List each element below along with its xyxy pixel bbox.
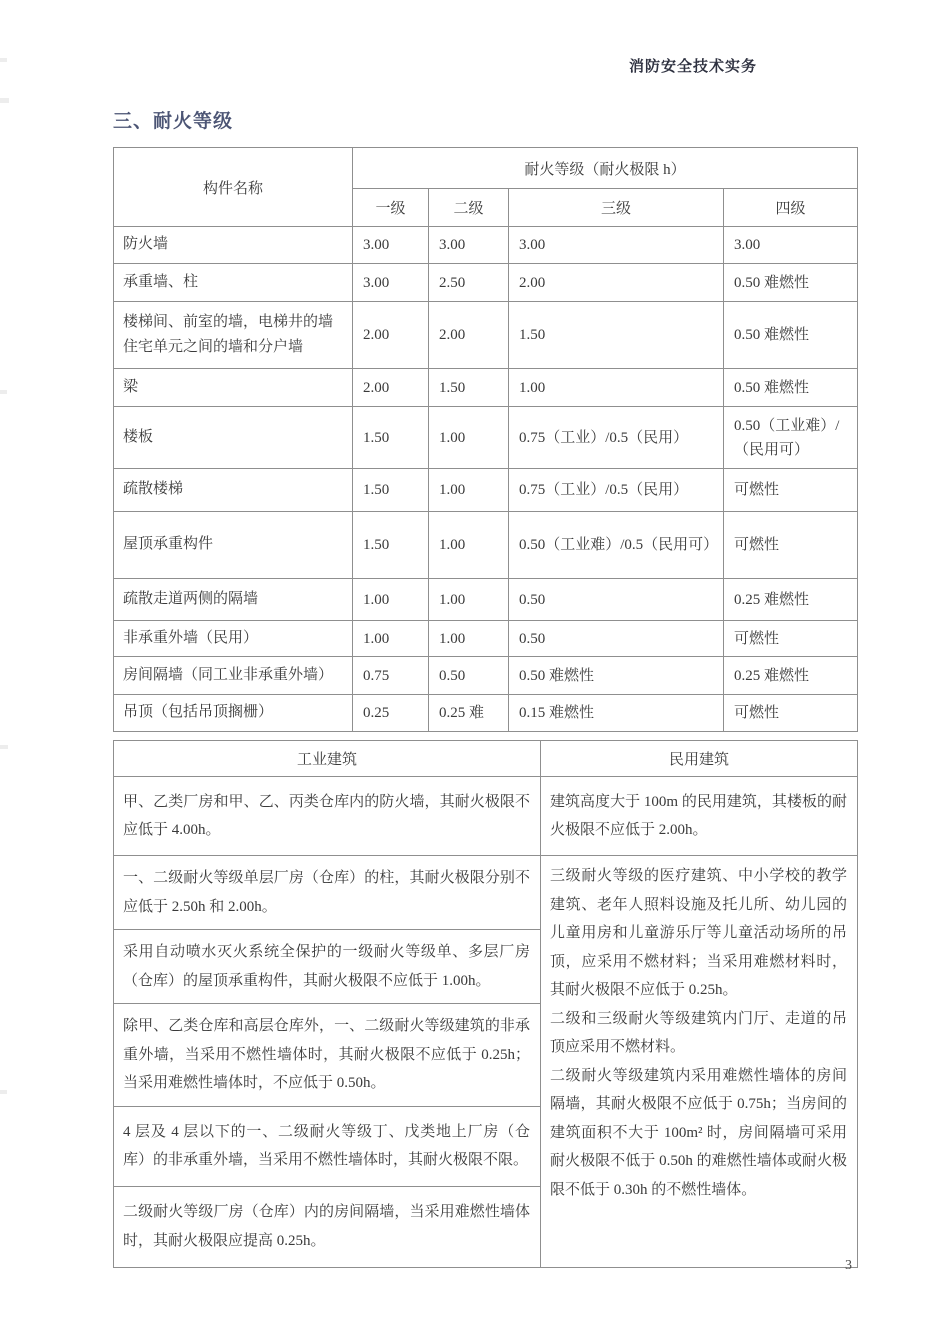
value-level-1: 3.00 [353,264,429,302]
value-level-1: 0.25 [353,695,429,732]
scan-artifact [0,390,7,394]
value-level-1: 1.50 [353,512,429,579]
value-level-2: 3.00 [429,227,509,264]
industrial-note: 4 层及 4 层以下的一、二级耐火等级丁、戊类地上厂房（仓库）的非承重外墙，当采用不燃性墙体时，其耐火极限不限。 [114,1106,541,1186]
component-name: 楼板 [114,407,353,469]
component-name: 房间隔墙（同工业非承重外墙） [114,657,353,695]
value-level-1: 2.00 [353,369,429,407]
value-level-4: 0.25 难燃性 [724,657,858,695]
scan-artifact [0,58,7,62]
col-header-civil: 民用建筑 [541,741,858,777]
value-level-2: 1.00 [429,469,509,512]
component-name: 疏散走道两侧的隔墙 [114,579,353,621]
value-level-2: 1.00 [429,512,509,579]
value-level-2: 2.00 [429,302,509,369]
industrial-note: 二级耐火等级厂房（仓库）内的房间隔墙，当采用难燃性墙体时，其耐火极限应提高 0.25h。 [114,1186,541,1267]
value-level-4: 0.50 难燃性 [724,264,858,302]
table-row [114,302,858,369]
civil-note-paragraph: 三级耐火等级的医疗建筑、中小学校的教学建筑、老年人照料设施及托儿所、幼儿园的儿童用房和儿童游乐厅等儿童活动场所的吊顶，应采用不燃材料；当采用难燃材料时，其耐火极限不应低于 0.25h。 [550,868,847,998]
fire-resistance-rating-table [113,147,858,732]
col-header-level-2: 二级 [429,189,509,227]
value-level-2: 1.00 [429,621,509,657]
component-name: 楼梯间、前室的墙，电梯井的墙住宅单元之间的墙和分户墙 [114,302,353,369]
component-name: 承重墙、柱 [114,264,353,302]
value-level-4: 0.50 难燃性 [724,302,858,369]
col-header-rating-group: 耐火等级（耐火极限 h） [353,148,858,189]
col-header-component-name: 构件名称 [114,148,353,227]
value-level-1: 0.75 [353,657,429,695]
value-level-2: 1.00 [429,407,509,469]
civil-note: 建筑高度大于 100m 的民用建筑，其楼板的耐火极限不应低于 2.00h。 [541,777,858,856]
value-level-1: 1.00 [353,579,429,621]
component-name: 吊顶（包括吊顶搁栅） [114,695,353,732]
industrial-note: 甲、乙类厂房和甲、乙、丙类仓库内的防火墙，其耐火极限不应低于 4.00h。 [114,777,541,856]
value-level-4: 可燃性 [724,469,858,512]
civil-note-paragraph: 二级和三级耐火等级建筑内门厅、走道的吊顶应采用不燃材料。 [550,1010,847,1055]
value-level-4: 可燃性 [724,695,858,732]
table-row [114,407,858,469]
component-name: 疏散楼梯 [114,469,353,512]
component-name: 防火墙 [114,227,353,264]
scan-artifact [0,745,8,749]
industrial-note: 采用自动喷水灭火系统全保护的一级耐火等级单、多层厂房（仓库）的屋顶承重构件，其耐火极限不应低于 1.00h。 [114,930,541,1004]
value-level-4: 可燃性 [724,512,858,579]
value-level-3: 0.75（工业）/0.5（民用） [509,469,724,512]
value-level-1: 1.50 [353,407,429,469]
table-row [114,369,858,407]
industrial-note: 除甲、乙类仓库和高层仓库外，一、二级耐火等级建筑的非承重外墙，当采用不燃性墙体时，其耐火极限不应低于 0.25h；当采用难燃性墙体时，不应低于 0.50h。 [114,1004,541,1107]
value-level-2: 1.50 [429,369,509,407]
table-row [114,579,858,621]
table-row [114,621,858,657]
value-level-2: 2.50 [429,264,509,302]
civil-note-paragraph: 二级耐火等级建筑内采用难燃性墙体的房间隔墙，其耐火极限不应低于 0.75h；当房间的建筑面积不大于 100m² 时，房间隔墙可采用耐火极限不低于 0.50h 的难燃性墙体或耐火极限不低于 0.30h 的不燃性墙体。 [550,1067,847,1198]
value-level-3: 1.50 [509,302,724,369]
col-header-level-4: 四级 [724,189,858,227]
value-level-3: 1.00 [509,369,724,407]
value-level-1: 2.00 [353,302,429,369]
value-level-1: 1.00 [353,621,429,657]
table-row [114,657,858,695]
col-header-level-1: 一级 [353,189,429,227]
value-level-3: 0.75（工业）/0.5（民用） [509,407,724,469]
value-level-2: 0.25 难 [429,695,509,732]
value-level-3: 0.50 难燃性 [509,657,724,695]
value-level-3: 3.00 [509,227,724,264]
component-name: 梁 [114,369,353,407]
value-level-2: 1.00 [429,579,509,621]
value-level-4: 0.50 难燃性 [724,369,858,407]
civil-note-group [541,856,858,1268]
page-number: 3 [845,1258,852,1273]
value-level-1: 3.00 [353,227,429,264]
table-row [114,695,858,732]
col-header-level-3: 三级 [509,189,724,227]
table-row [114,227,858,264]
value-level-4: 可燃性 [724,621,858,657]
scan-artifact [0,98,9,103]
value-level-3: 0.15 难燃性 [509,695,724,732]
value-level-2: 0.50 [429,657,509,695]
table-row [114,777,858,856]
value-level-4: 0.25 难燃性 [724,579,858,621]
table-row [114,264,858,302]
col-header-industrial: 工业建筑 [114,741,541,777]
value-level-3: 0.50 [509,621,724,657]
page-header-title: 消防安全技术实务 [628,58,757,75]
value-level-1: 1.50 [353,469,429,512]
scan-artifact [0,1090,7,1094]
value-level-3: 0.50（工业难）/0.5（民用可） [509,512,724,579]
table-row [114,856,858,930]
industrial-note: 一、二级耐火等级单层厂房（仓库）的柱，其耐火极限分别不应低于 2.50h 和 2.00h。 [114,856,541,930]
table-row [114,469,858,512]
table-row [114,512,858,579]
component-name: 非承重外墙（民用） [114,621,353,657]
building-type-notes-table [113,740,858,1268]
value-level-3: 2.00 [509,264,724,302]
value-level-4: 3.00 [724,227,858,264]
component-name: 屋顶承重构件 [114,512,353,579]
value-level-4: 0.50（工业难）/（民用可） [724,407,858,469]
value-level-3: 0.50 [509,579,724,621]
section-title: 三、耐火等级 [113,111,234,132]
